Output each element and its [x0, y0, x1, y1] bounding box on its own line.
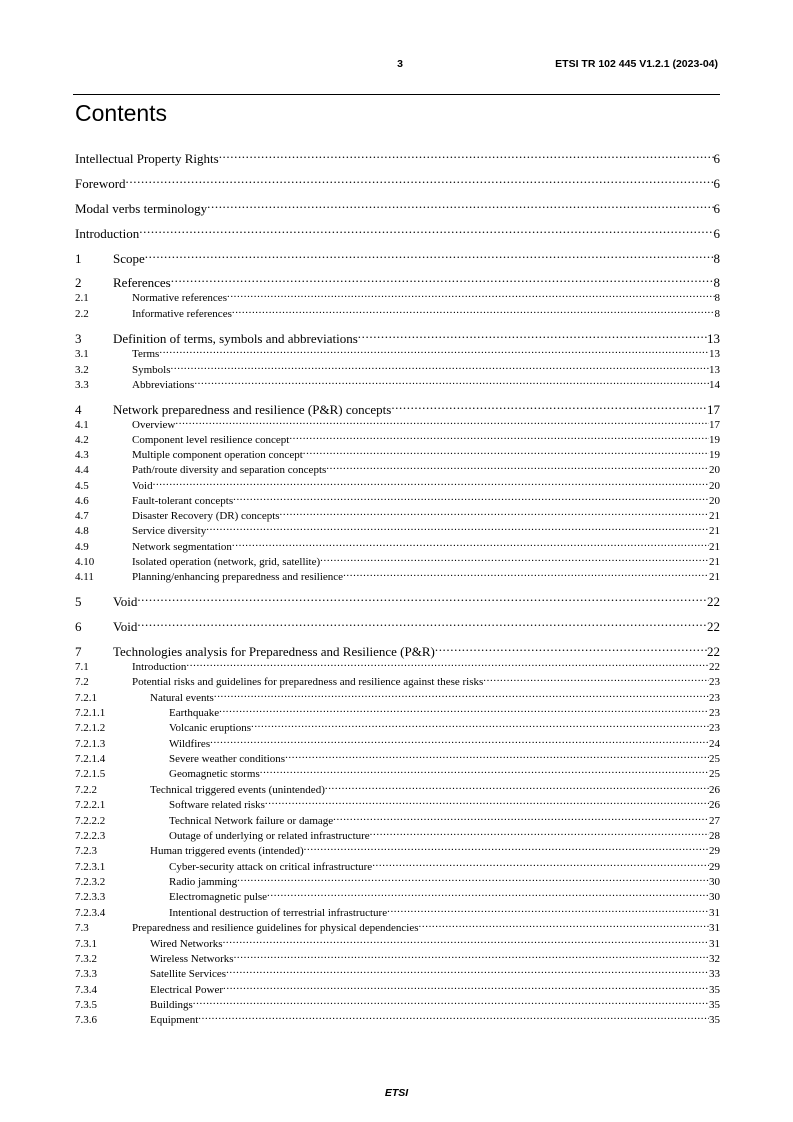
toc-entry-page: 23 — [709, 692, 720, 704]
toc-entry-title: Preparedness and resilience guidelines for physical dependencies — [132, 922, 419, 934]
toc-entry-page: 21 — [709, 541, 720, 553]
toc-entry-title: Modal verbs terminology — [75, 201, 208, 216]
toc-entry-number: 7.2.2.1 — [75, 799, 106, 811]
toc-entry-title: Geomagnetic storms — [169, 768, 260, 780]
toc-entry-title: Fault-tolerant concepts — [132, 495, 234, 507]
toc-entry-page: 22 — [707, 644, 720, 659]
toc-leader-dots — [232, 539, 709, 550]
toc-leader-dots — [193, 997, 709, 1008]
toc-leader-dots — [226, 966, 709, 977]
toc-entry-page: 20 — [709, 480, 720, 492]
toc-leader-dots — [280, 508, 709, 519]
toc-entry-title: Human triggered events (intended) — [150, 845, 304, 857]
toc-entry-page: 13 — [709, 348, 720, 360]
page-footer: ETSI — [384, 1087, 409, 1099]
toc-entry-number: 7.2.3.2 — [75, 876, 106, 888]
toc-entry-title: Cyber-security attack on critical infrastructure — [169, 861, 373, 873]
toc-entry-number: 3.2 — [75, 364, 89, 376]
toc-entry[interactable] — [75, 874, 720, 887]
toc-entry-number: 4.1 — [75, 419, 89, 431]
toc-entry-number: 7 — [75, 644, 82, 659]
toc-entry-title: Service diversity — [132, 525, 207, 537]
toc-leader-dots — [237, 874, 709, 885]
header-rule — [73, 94, 720, 95]
toc-leader-dots — [232, 306, 715, 317]
toc-entry-number: 7.3 — [75, 922, 89, 934]
toc-entry[interactable] — [75, 618, 720, 634]
toc-entry-page: 23 — [709, 676, 720, 688]
toc-leader-dots — [219, 705, 709, 716]
toc-entry-page: 6 — [713, 176, 720, 191]
toc-entry[interactable] — [75, 417, 720, 430]
toc-entry-title: Technologies analysis for Preparedness and Resilience (P&R) — [113, 644, 435, 659]
toc-entry[interactable] — [75, 290, 720, 303]
toc-entry-title: Technical triggered events (unintended) — [150, 784, 325, 796]
toc-entry-page: 23 — [709, 722, 720, 734]
toc-entry-page: 35 — [709, 1014, 720, 1026]
toc-entry-page: 31 — [709, 922, 720, 934]
toc-leader-dots — [343, 569, 709, 580]
toc-entry-page: 6 — [713, 226, 720, 241]
toc-entry[interactable] — [75, 432, 720, 445]
toc-entry-title: Satellite Services — [150, 968, 227, 980]
toc-entry-page: 29 — [709, 845, 720, 857]
toc-leader-dots — [198, 1012, 709, 1023]
toc-entry-number: 6 — [75, 619, 82, 634]
toc-entry-number: 2.2 — [75, 308, 89, 320]
toc-entry[interactable] — [75, 813, 720, 826]
toc-entry-title: Void — [132, 480, 153, 492]
toc-entry-page: 20 — [709, 464, 720, 476]
toc-leader-dots — [304, 843, 709, 854]
page-title: Contents — [75, 100, 168, 126]
toc-entry-title: Normative references — [132, 292, 227, 304]
toc-leader-dots — [227, 290, 715, 301]
toc-entry[interactable] — [75, 843, 720, 856]
toc-entry-title: Software related risks — [169, 799, 265, 811]
toc-entry-page: 24 — [709, 738, 720, 750]
toc-entry-title: Multiple component operation concept — [132, 449, 303, 461]
toc-entry-title: Void — [113, 594, 138, 609]
toc-leader-dots — [145, 250, 714, 263]
toc-entry[interactable] — [75, 462, 720, 475]
toc-entry-page: 35 — [709, 999, 720, 1011]
toc-leader-dots — [267, 889, 709, 900]
toc-leader-dots — [358, 330, 707, 343]
toc-entry[interactable] — [75, 447, 720, 460]
toc-entry-number: 7.2.1.2 — [75, 722, 106, 734]
toc-entry-page: 25 — [709, 753, 720, 765]
toc-entry-title: Wildfires — [169, 738, 211, 750]
toc-entry-title: Electromagnetic pulse — [169, 891, 268, 903]
toc-leader-dots — [326, 462, 709, 473]
toc-entry-page: 26 — [709, 784, 720, 796]
toc-entry[interactable] — [75, 330, 720, 346]
toc-entry[interactable] — [75, 951, 720, 964]
toc-leader-dots — [387, 905, 709, 916]
toc-entry[interactable] — [75, 705, 720, 718]
toc-entry-title: Buildings — [150, 999, 193, 1011]
toc-leader-dots — [333, 813, 709, 824]
toc-entry-page: 22 — [707, 619, 720, 634]
toc-leader-dots — [206, 523, 709, 534]
toc-entry-page: 31 — [709, 907, 720, 919]
toc-entry[interactable] — [75, 736, 720, 749]
toc-entry[interactable] — [75, 569, 720, 582]
toc-entry-title: Disaster Recovery (DR) concepts — [132, 510, 280, 522]
toc-leader-dots — [320, 554, 709, 565]
toc-entry[interactable] — [75, 936, 720, 949]
toc-entry-title: Terms — [132, 348, 160, 360]
toc-entry-page: 21 — [709, 510, 720, 522]
toc-entry-number: 4.10 — [75, 556, 95, 568]
toc-entry[interactable] — [75, 766, 720, 779]
toc-leader-dots — [137, 618, 707, 631]
toc-entry[interactable] — [75, 782, 720, 795]
toc-entry-title: Planning/enhancing preparedness and resilience — [132, 571, 344, 583]
toc-entry-title: Informative references — [132, 308, 232, 320]
toc-entry[interactable] — [75, 674, 720, 687]
toc-entry[interactable] — [75, 997, 720, 1010]
toc-leader-dots — [223, 982, 709, 993]
toc-leader-dots — [260, 766, 709, 777]
toc-entry-number: 7.2.1 — [75, 692, 97, 704]
toc-entry-title: Component level resilience concept — [132, 434, 290, 446]
toc-entry-page: 35 — [709, 984, 720, 996]
toc-entry[interactable] — [75, 346, 720, 359]
toc-entry-number: 7.3.6 — [75, 1014, 97, 1026]
toc-leader-dots — [214, 690, 709, 701]
toc-entry-number: 3.1 — [75, 348, 89, 360]
toc-entry-number: 4.11 — [75, 571, 94, 583]
toc-entry-page: 30 — [709, 876, 720, 888]
toc-entry-page: 28 — [709, 830, 720, 842]
toc-entry-title: Abbreviations — [132, 379, 195, 391]
toc-entry[interactable] — [75, 306, 720, 319]
toc-entry-title: Intellectual Property Rights — [75, 151, 219, 166]
toc-entry-number: 4.3 — [75, 449, 89, 461]
toc-entry-title: Introduction — [75, 226, 140, 241]
toc-entry-title: Potential risks and guidelines for preparedness and resilience against these risks — [132, 676, 484, 688]
page-header-number: 3 — [397, 58, 403, 70]
toc-entry-page: 30 — [709, 891, 720, 903]
toc-entry-number: 7.2.3.1 — [75, 861, 106, 873]
toc-leader-dots — [153, 478, 709, 489]
toc-entry-title: Void — [113, 619, 138, 634]
toc-entry[interactable] — [75, 200, 720, 216]
toc-entry-number: 7.3.4 — [75, 984, 97, 996]
toc-leader-dots — [171, 362, 709, 373]
toc-leader-dots — [186, 659, 709, 670]
toc-entry-number: 4.7 — [75, 510, 89, 522]
toc-entry-page: 13 — [709, 364, 720, 376]
toc-entry-page: 25 — [709, 768, 720, 780]
toc-entry[interactable] — [75, 720, 720, 733]
toc-entry-number: 7.2 — [75, 676, 89, 688]
toc-entry-title: Earthquake — [169, 707, 220, 719]
toc-entry-title: Foreword — [75, 176, 126, 191]
toc-entry-title: Outage of underlying or related infrastructure — [169, 830, 370, 842]
toc-entry-number: 1 — [75, 251, 82, 266]
toc-entry-title: Natural events — [150, 692, 214, 704]
toc-entry[interactable] — [75, 643, 720, 659]
toc-entry-number: 4 — [75, 402, 82, 417]
toc-entry-title: Isolated operation (network, grid, satellite) — [132, 556, 321, 568]
toc-leader-dots — [370, 828, 709, 839]
toc-leader-dots — [325, 782, 709, 793]
toc-entry-page: 8 — [713, 275, 720, 290]
toc-leader-dots — [159, 346, 709, 357]
toc-entry-page: 6 — [713, 201, 720, 216]
toc-entry-number: 4.8 — [75, 525, 89, 537]
toc-entry-number: 7.2.3.3 — [75, 891, 106, 903]
toc-entry[interactable] — [75, 493, 720, 506]
toc-entry[interactable] — [75, 554, 720, 567]
toc-entry-number: 5 — [75, 594, 82, 609]
toc-leader-dots — [303, 447, 709, 458]
toc-entry-page: 8 — [713, 251, 720, 266]
toc-entry-number: 2 — [75, 275, 82, 290]
toc-entry-title: Introduction — [132, 661, 187, 673]
toc-entry-number: 7.2.2.2 — [75, 815, 106, 827]
toc-entry-title: Technical Network failure or damage — [169, 815, 334, 827]
toc-entry[interactable] — [75, 539, 720, 552]
toc-entry-title: Radio jamming — [169, 876, 238, 888]
toc-entry-title: Path/route diversity and separation concepts — [132, 464, 327, 476]
toc-entry[interactable] — [75, 889, 720, 902]
toc-leader-dots — [194, 377, 709, 388]
toc-entry-page: 21 — [709, 556, 720, 568]
toc-entry-page: 27 — [709, 815, 720, 827]
toc-entry-number: 7.1 — [75, 661, 89, 673]
toc-entry-page: 22 — [707, 594, 720, 609]
toc-entry-number: 7.2.1.4 — [75, 753, 106, 765]
toc-entry[interactable] — [75, 401, 720, 417]
toc-leader-dots — [483, 674, 709, 685]
toc-entry[interactable] — [75, 751, 720, 764]
toc-entry-number: 3.3 — [75, 379, 89, 391]
toc-entry[interactable] — [75, 250, 720, 266]
toc-entry-number: 7.2.2 — [75, 784, 97, 796]
toc-entry-page: 21 — [709, 525, 720, 537]
toc-leader-dots — [419, 920, 709, 931]
toc-entry-title: Scope — [113, 251, 145, 266]
toc-entry-number: 7.2.1.1 — [75, 707, 106, 719]
toc-entry-title: Definition of terms, symbols and abbreviations — [113, 331, 358, 346]
toc-entry-number: 7.2.2.3 — [75, 830, 106, 842]
toc-entry-page: 8 — [714, 308, 720, 320]
toc-entry-number: 7.3.3 — [75, 968, 97, 980]
toc-entry-number: 4.9 — [75, 541, 89, 553]
toc-leader-dots — [219, 150, 714, 163]
toc-entry-page: 19 — [709, 434, 720, 446]
toc-entry[interactable] — [75, 905, 720, 918]
toc-entry-page: 17 — [709, 419, 720, 431]
toc-leader-dots — [234, 951, 709, 962]
toc-entry-title: References — [113, 275, 171, 290]
toc-entry[interactable] — [75, 982, 720, 995]
toc-entry[interactable] — [75, 362, 720, 375]
toc-entry-page: 32 — [709, 953, 720, 965]
toc-entry-page: 29 — [709, 861, 720, 873]
toc-leader-dots — [289, 432, 709, 443]
toc-entry-number: 7.2.1.3 — [75, 738, 106, 750]
toc-entry-title: Severe weather conditions — [169, 753, 286, 765]
toc-leader-dots — [372, 859, 709, 870]
toc-entry-number: 3 — [75, 331, 82, 346]
toc-entry[interactable] — [75, 690, 720, 703]
toc-entry-page: 33 — [709, 968, 720, 980]
toc-entry[interactable] — [75, 966, 720, 979]
toc-entry[interactable] — [75, 377, 720, 390]
toc-entry-page: 21 — [709, 571, 720, 583]
toc-entry[interactable] — [75, 523, 720, 536]
toc-leader-dots — [175, 417, 709, 428]
toc-entry[interactable] — [75, 859, 720, 872]
toc-entry-number: 4.6 — [75, 495, 89, 507]
toc-entry-number: 7.3.1 — [75, 938, 97, 950]
toc-entry-title: Symbols — [132, 364, 171, 376]
toc-entry[interactable] — [75, 478, 720, 491]
toc-entry-number: 4.2 — [75, 434, 89, 446]
toc-entry[interactable] — [75, 828, 720, 841]
toc-entry-page: 6 — [713, 151, 720, 166]
toc-entry-page: 14 — [709, 379, 720, 391]
toc-entry-title: Network preparedness and resilience (P&R) concepts — [113, 402, 392, 417]
toc-entry[interactable] — [75, 274, 720, 290]
toc-entry-page: 20 — [709, 495, 720, 507]
toc-leader-dots — [139, 225, 713, 238]
toc-leader-dots — [171, 274, 714, 287]
toc-leader-dots — [207, 200, 713, 213]
toc-entry-number: 4.4 — [75, 464, 89, 476]
toc-leader-dots — [210, 736, 709, 747]
toc-entry[interactable] — [75, 920, 720, 933]
toc-entry-title: Intentional destruction of terrestrial infrastructure — [169, 907, 388, 919]
toc-leader-dots — [285, 751, 709, 762]
toc-entry-title: Wired Networks — [150, 938, 223, 950]
toc-leader-dots — [435, 643, 707, 656]
toc-leader-dots — [137, 593, 707, 606]
toc-entry-title: Wireless Networks — [150, 953, 234, 965]
toc-entry-title: Electrical Power — [150, 984, 223, 996]
toc-entry[interactable] — [75, 659, 720, 672]
toc-entry[interactable] — [75, 797, 720, 810]
toc-entry-number: 7.2.3 — [75, 845, 97, 857]
toc-entry-number: 7.3.5 — [75, 999, 97, 1011]
toc-leader-dots — [233, 493, 709, 504]
page-header-doc-id: ETSI TR 102 445 V1.2.1 (2023-04) — [555, 58, 718, 70]
toc-leader-dots — [251, 720, 709, 731]
toc-entry-page: 31 — [709, 938, 720, 950]
toc-entry[interactable] — [75, 593, 720, 609]
toc-entry[interactable] — [75, 150, 720, 166]
toc-leader-dots — [391, 401, 707, 414]
toc-entry-title: Equipment — [150, 1014, 199, 1026]
toc-entry[interactable] — [75, 175, 720, 191]
toc-entry-number: 2.1 — [75, 292, 89, 304]
toc-leader-dots — [223, 936, 709, 947]
toc-entry-title: Volcanic eruptions — [169, 722, 251, 734]
toc-entry-page: 23 — [709, 707, 720, 719]
toc-leader-dots — [265, 797, 709, 808]
toc-entry[interactable] — [75, 225, 720, 241]
toc-entry-page: 13 — [707, 331, 720, 346]
toc-entry-page: 17 — [707, 402, 720, 417]
toc-entry[interactable] — [75, 1012, 720, 1025]
toc-leader-dots — [126, 175, 714, 188]
toc-entry-page: 22 — [709, 661, 720, 673]
toc-entry-number: 7.3.2 — [75, 953, 97, 965]
toc-entry-page: 26 — [709, 799, 720, 811]
toc-entry-page: 8 — [714, 292, 720, 304]
toc-entry-number: 7.2.3.4 — [75, 907, 106, 919]
toc-entry-number: 4.5 — [75, 480, 89, 492]
toc-entry[interactable] — [75, 508, 720, 521]
toc-entry-number: 7.2.1.5 — [75, 768, 106, 780]
toc-entry-title: Network segmentation — [132, 541, 232, 553]
toc-entry-title: Overview — [132, 419, 176, 431]
toc-entry-page: 19 — [709, 449, 720, 461]
